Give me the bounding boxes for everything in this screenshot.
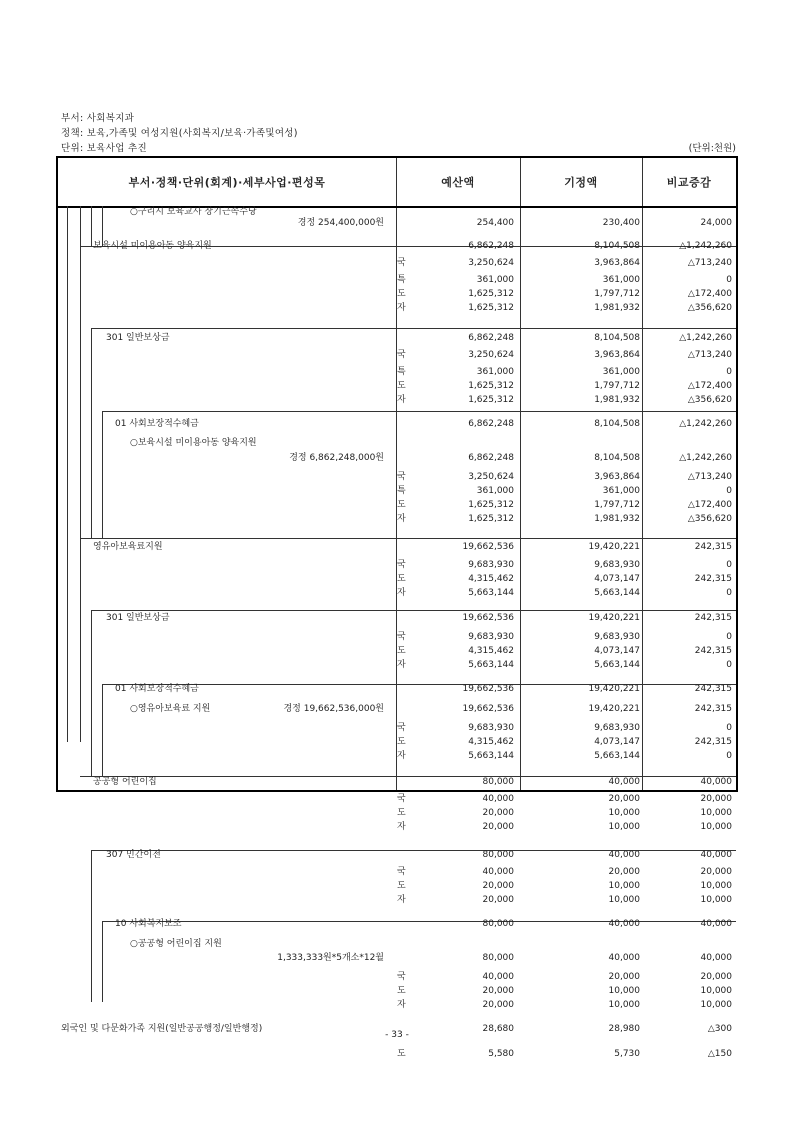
funding-source: 도 bbox=[397, 574, 406, 584]
budget-value: 3,250,624 bbox=[468, 258, 514, 268]
row-label: 01 사회보장적수혜금 bbox=[115, 419, 199, 429]
budget-value: 20,000 bbox=[482, 1000, 514, 1010]
difference-value: 24,000 bbox=[700, 218, 732, 228]
difference-value: 0 bbox=[726, 367, 732, 377]
previous-value: 19,420,221 bbox=[588, 542, 640, 552]
funding-source: 도 bbox=[397, 808, 406, 818]
budget-value: 20,000 bbox=[482, 881, 514, 891]
previous-value: 5,663,144 bbox=[594, 751, 640, 761]
funding-source: 자 bbox=[397, 822, 406, 832]
previous-value: 40,000 bbox=[608, 777, 640, 787]
budget-value: 9,683,930 bbox=[468, 560, 514, 570]
funding-source: 도 bbox=[397, 381, 406, 391]
column-divider bbox=[642, 158, 643, 790]
previous-value: 1,981,932 bbox=[594, 303, 640, 313]
budget-value: 1,625,312 bbox=[468, 381, 514, 391]
previous-value: 28,980 bbox=[608, 1024, 640, 1034]
funding-source: 도 bbox=[397, 737, 406, 747]
budget-value: 80,000 bbox=[482, 953, 514, 963]
previous-value: 4,073,147 bbox=[594, 737, 640, 747]
difference-value: 242,315 bbox=[694, 646, 732, 656]
difference-value: 20,000 bbox=[700, 972, 732, 982]
budget-value: 80,000 bbox=[482, 777, 514, 787]
difference-value: 242,315 bbox=[694, 737, 732, 747]
row-label: 01 사회보장적수혜금 bbox=[115, 684, 199, 694]
previous-value: 1,797,712 bbox=[594, 500, 640, 510]
row-label: 307 민간이전 bbox=[106, 850, 161, 860]
section-divider bbox=[102, 921, 736, 922]
budget-value: 361,000 bbox=[476, 486, 514, 496]
difference-value: △172,400 bbox=[687, 289, 732, 299]
previous-value: 20,000 bbox=[608, 867, 640, 877]
funding-source: 자 bbox=[397, 1000, 406, 1010]
funding-source: 특 bbox=[397, 367, 406, 377]
budget-value: 6,862,248 bbox=[468, 241, 514, 251]
previous-value: 230,400 bbox=[602, 218, 640, 228]
header-previous: 기정액 bbox=[564, 176, 598, 189]
indent-line bbox=[91, 328, 92, 538]
budget-value: 1,625,312 bbox=[468, 500, 514, 510]
funding-source: 자 bbox=[397, 660, 406, 670]
row-label: ○구리시 보육교사 장기근속수당 bbox=[130, 207, 257, 217]
budget-value: 19,662,536 bbox=[462, 613, 514, 623]
budget-value: 9,683,930 bbox=[468, 632, 514, 642]
policy-line: 정책: 보육,가족및 여성지원(사회복지/보육·가족및여성) bbox=[61, 128, 298, 139]
difference-value: 10,000 bbox=[700, 986, 732, 996]
difference-value: 242,315 bbox=[694, 704, 732, 714]
budget-value: 254,400 bbox=[476, 218, 514, 228]
previous-value: 3,963,864 bbox=[594, 350, 640, 360]
previous-value: 10,000 bbox=[608, 1000, 640, 1010]
budget-value: 1,625,312 bbox=[468, 514, 514, 524]
row-label-detail: 경정 19,662,536,000원 bbox=[283, 704, 384, 714]
previous-value: 5,663,144 bbox=[594, 588, 640, 598]
indent-line bbox=[102, 411, 103, 538]
header-category: 부서·정책·단위(회계)·세부사업·편성목 bbox=[128, 176, 326, 189]
budget-value: 1,625,312 bbox=[468, 289, 514, 299]
funding-source: 특 bbox=[397, 275, 406, 285]
previous-value: 10,000 bbox=[608, 895, 640, 905]
previous-value: 40,000 bbox=[608, 850, 640, 860]
difference-value: △1,242,260 bbox=[679, 453, 732, 463]
funding-source: 국 bbox=[397, 632, 406, 642]
previous-value: 5,730 bbox=[614, 1049, 640, 1059]
budget-value: 4,315,462 bbox=[468, 737, 514, 747]
difference-value: △713,240 bbox=[687, 472, 732, 482]
funding-source: 도 bbox=[397, 646, 406, 656]
funding-source: 자 bbox=[397, 303, 406, 313]
indent-line bbox=[91, 610, 92, 776]
budget-value: 20,000 bbox=[482, 822, 514, 832]
budget-value: 5,663,144 bbox=[468, 588, 514, 598]
row-label: 보육시설 미이용아동 양육지원 bbox=[93, 241, 212, 251]
indent-line bbox=[102, 684, 103, 776]
difference-value: △150 bbox=[707, 1049, 732, 1059]
indent-line bbox=[91, 850, 92, 1002]
funding-source: 국 bbox=[397, 972, 406, 982]
row-label: 10 사회복지보조 bbox=[115, 919, 182, 929]
section-divider bbox=[91, 328, 736, 329]
row-label: 영유아보육료지원 bbox=[93, 542, 163, 552]
difference-value: 0 bbox=[726, 588, 732, 598]
previous-value: 361,000 bbox=[602, 486, 640, 496]
funding-source: 국 bbox=[397, 867, 406, 877]
difference-value: 242,315 bbox=[694, 684, 732, 694]
previous-value: 5,663,144 bbox=[594, 660, 640, 670]
budget-value: 361,000 bbox=[476, 275, 514, 285]
row-label: 공공형 어린이집 bbox=[93, 777, 157, 787]
funding-source: 자 bbox=[397, 588, 406, 598]
previous-value: 1,797,712 bbox=[594, 289, 640, 299]
funding-source: 국 bbox=[397, 350, 406, 360]
difference-value: △713,240 bbox=[687, 350, 732, 360]
difference-value: 10,000 bbox=[700, 808, 732, 818]
unit-label: (단위:천원) bbox=[688, 143, 736, 154]
previous-value: 10,000 bbox=[608, 881, 640, 891]
budget-value: 40,000 bbox=[482, 794, 514, 804]
budget-value: 6,862,248 bbox=[468, 333, 514, 343]
difference-value: 10,000 bbox=[700, 1000, 732, 1010]
difference-value: △356,620 bbox=[687, 395, 732, 405]
funding-source: 국 bbox=[397, 472, 406, 482]
row-label: ○공공형 어린이집 지원 bbox=[130, 939, 222, 949]
budget-value: 6,862,248 bbox=[468, 453, 514, 463]
row-label: 외국인 및 다문화가족 지원(일반공공행정/일반행정) bbox=[61, 1024, 263, 1034]
funding-source: 도 bbox=[397, 881, 406, 891]
difference-value: △172,400 bbox=[687, 500, 732, 510]
difference-value: 0 bbox=[726, 275, 732, 285]
difference-value: 20,000 bbox=[700, 867, 732, 877]
previous-value: 3,963,864 bbox=[594, 258, 640, 268]
funding-source: 자 bbox=[397, 395, 406, 405]
previous-value: 10,000 bbox=[608, 986, 640, 996]
difference-value: △356,620 bbox=[687, 303, 732, 313]
difference-value: △1,242,260 bbox=[679, 241, 732, 251]
budget-value: 28,680 bbox=[482, 1024, 514, 1034]
previous-value: 4,073,147 bbox=[594, 574, 640, 584]
difference-value: △1,242,260 bbox=[679, 419, 732, 429]
previous-value: 20,000 bbox=[608, 794, 640, 804]
indent-line bbox=[102, 921, 103, 1002]
row-label: ○보육시설 미이용아동 양육지원 bbox=[130, 438, 257, 448]
row-label: 301 일반보상금 bbox=[106, 613, 170, 623]
budget-value: 9,683,930 bbox=[468, 723, 514, 733]
difference-value: △713,240 bbox=[687, 258, 732, 268]
budget-value: 1,625,312 bbox=[468, 395, 514, 405]
section-divider bbox=[91, 610, 736, 611]
indent-line bbox=[67, 206, 68, 742]
department-line: 부서: 사회복지과 bbox=[61, 113, 135, 124]
budget-value: 5,663,144 bbox=[468, 751, 514, 761]
indent-line bbox=[80, 206, 81, 742]
header-budget: 예산액 bbox=[441, 176, 475, 189]
previous-value: 10,000 bbox=[608, 808, 640, 818]
previous-value: 9,683,930 bbox=[594, 723, 640, 733]
funding-source: 자 bbox=[397, 514, 406, 524]
previous-value: 40,000 bbox=[608, 953, 640, 963]
budget-value: 4,315,462 bbox=[468, 646, 514, 656]
previous-value: 20,000 bbox=[608, 972, 640, 982]
budget-value: 20,000 bbox=[482, 986, 514, 996]
previous-value: 8,104,508 bbox=[594, 419, 640, 429]
difference-value: 20,000 bbox=[700, 794, 732, 804]
difference-value: 242,315 bbox=[694, 574, 732, 584]
funding-source: 도 bbox=[397, 500, 406, 510]
funding-source: 자 bbox=[397, 895, 406, 905]
funding-source: 도 bbox=[397, 289, 406, 299]
budget-value: 3,250,624 bbox=[468, 350, 514, 360]
budget-value: 19,662,536 bbox=[462, 542, 514, 552]
page-number: - 33 - bbox=[385, 1030, 409, 1040]
funding-source: 국 bbox=[397, 794, 406, 804]
section-divider bbox=[102, 411, 736, 412]
difference-value: △1,242,260 bbox=[679, 333, 732, 343]
previous-value: 1,981,932 bbox=[594, 514, 640, 524]
budget-value: 20,000 bbox=[482, 808, 514, 818]
previous-value: 1,797,712 bbox=[594, 381, 640, 391]
budget-value: 1,625,312 bbox=[468, 303, 514, 313]
difference-value: 40,000 bbox=[700, 953, 732, 963]
previous-value: 1,981,932 bbox=[594, 395, 640, 405]
previous-value: 3,963,864 bbox=[594, 472, 640, 482]
difference-value: 242,315 bbox=[694, 542, 732, 552]
funding-source: 국 bbox=[397, 560, 406, 570]
previous-value: 19,420,221 bbox=[588, 684, 640, 694]
difference-value: 0 bbox=[726, 486, 732, 496]
funding-source: 특 bbox=[397, 486, 406, 496]
budget-value: 80,000 bbox=[482, 919, 514, 929]
difference-value: 10,000 bbox=[700, 822, 732, 832]
row-label: 경정 6,862,248,000원 bbox=[289, 453, 384, 463]
funding-source: 도 bbox=[397, 986, 406, 996]
previous-value: 19,420,221 bbox=[588, 613, 640, 623]
row-label: 경정 254,400,000원 bbox=[297, 218, 384, 228]
difference-value: 0 bbox=[726, 751, 732, 761]
budget-value: 80,000 bbox=[482, 850, 514, 860]
budget-value: 6,862,248 bbox=[468, 419, 514, 429]
budget-value: 361,000 bbox=[476, 367, 514, 377]
budget-value: 5,663,144 bbox=[468, 660, 514, 670]
difference-value: 0 bbox=[726, 560, 732, 570]
budget-value: 40,000 bbox=[482, 867, 514, 877]
difference-value: 0 bbox=[726, 660, 732, 670]
previous-value: 9,683,930 bbox=[594, 632, 640, 642]
budget-value: 19,662,536 bbox=[462, 704, 514, 714]
difference-value: 40,000 bbox=[700, 850, 732, 860]
difference-value: △300 bbox=[707, 1024, 732, 1034]
funding-source: 도 bbox=[397, 1049, 406, 1059]
difference-value: 242,315 bbox=[694, 613, 732, 623]
previous-value: 361,000 bbox=[602, 367, 640, 377]
previous-value: 9,683,930 bbox=[594, 560, 640, 570]
indent-line bbox=[91, 206, 92, 246]
header-difference: 비교증감 bbox=[666, 176, 712, 189]
difference-value: 40,000 bbox=[700, 777, 732, 787]
previous-value: 40,000 bbox=[608, 919, 640, 929]
difference-value: 40,000 bbox=[700, 919, 732, 929]
column-divider bbox=[520, 158, 521, 790]
row-label: 301 일반보상금 bbox=[106, 333, 170, 343]
budget-value: 3,250,624 bbox=[468, 472, 514, 482]
budget-value: 4,315,462 bbox=[468, 574, 514, 584]
previous-value: 361,000 bbox=[602, 275, 640, 285]
unit-line: 단위: 보육사업 추진 bbox=[61, 143, 147, 154]
row-label: 1,333,333원*5개소*12월 bbox=[277, 953, 384, 963]
difference-value: 0 bbox=[726, 632, 732, 642]
budget-value: 19,662,536 bbox=[462, 684, 514, 694]
funding-source: 자 bbox=[397, 751, 406, 761]
difference-value: 0 bbox=[726, 723, 732, 733]
difference-value: 10,000 bbox=[700, 895, 732, 905]
budget-value: 40,000 bbox=[482, 972, 514, 982]
section-divider bbox=[80, 538, 736, 539]
previous-value: 4,073,147 bbox=[594, 646, 640, 656]
previous-value: 10,000 bbox=[608, 822, 640, 832]
row-label: ○영유아보육료 지원 bbox=[130, 704, 211, 714]
difference-value: △356,620 bbox=[687, 514, 732, 524]
difference-value: △172,400 bbox=[687, 381, 732, 391]
previous-value: 8,104,508 bbox=[594, 333, 640, 343]
previous-value: 19,420,221 bbox=[588, 704, 640, 714]
previous-value: 8,104,508 bbox=[594, 241, 640, 251]
funding-source: 국 bbox=[397, 258, 406, 268]
funding-source: 국 bbox=[397, 723, 406, 733]
difference-value: 10,000 bbox=[700, 881, 732, 891]
budget-value: 5,580 bbox=[488, 1049, 514, 1059]
budget-value: 20,000 bbox=[482, 895, 514, 905]
previous-value: 8,104,508 bbox=[594, 453, 640, 463]
